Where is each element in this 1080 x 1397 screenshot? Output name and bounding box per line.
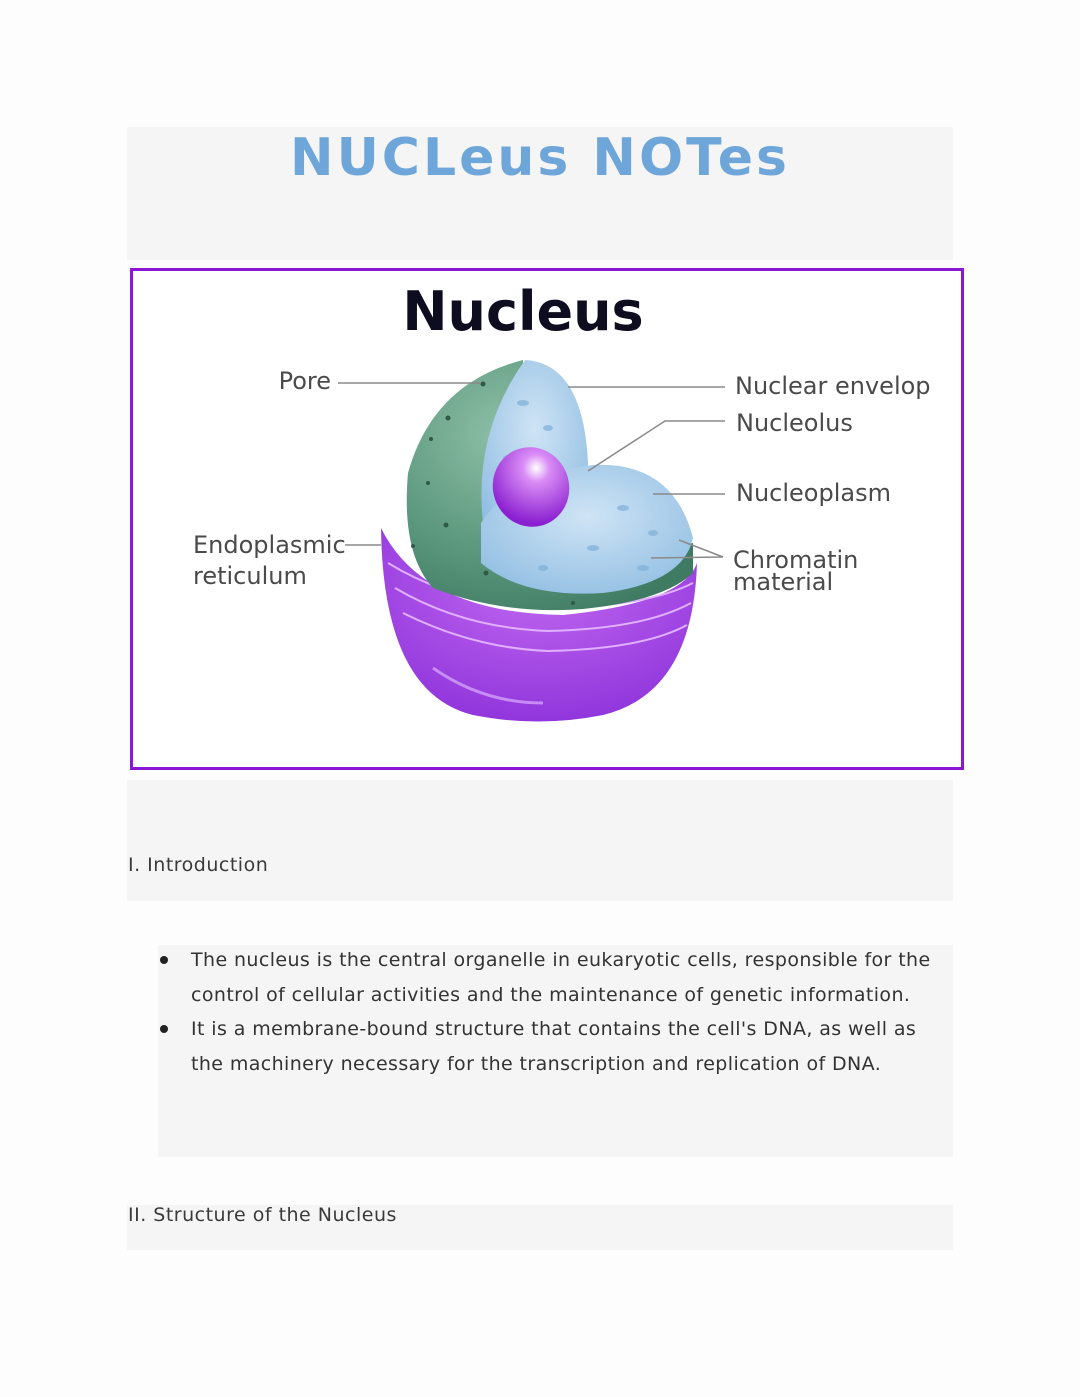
label-nuclear-envelope: Nuclear envelop (735, 372, 931, 400)
intro-bullet-list (158, 943, 948, 1081)
list-item: The nucleus is the central organelle in eukaryotic cells, responsible for the control of cellular activities and the maintenance of genetic information. (158, 943, 948, 1012)
nucleus-diagram (130, 268, 964, 770)
intro-heading-block (127, 780, 953, 901)
label-er-1: Endoplasmic (193, 531, 346, 559)
bullet-icon (160, 1025, 168, 1033)
list-item: It is a membrane-bound structure that contains the cell's DNA, as well as the machinery necessary for the transcription and replication of DNA. (158, 1012, 948, 1081)
label-er-2: reticulum (193, 562, 307, 590)
label-pore: Pore (278, 367, 331, 395)
page-title: NUCLeus NOTes (290, 128, 790, 188)
diagram-title: Nucleus (402, 280, 644, 343)
label-chromatin-1: Chromatin (733, 546, 859, 574)
label-nucleoplasm: Nucleoplasm (736, 479, 891, 507)
section-heading-introduction: I. Introduction (128, 854, 269, 876)
label-chromatin-2: material (733, 568, 834, 596)
bullet-icon (160, 956, 168, 964)
label-nucleolus: Nucleolus (736, 409, 853, 437)
section-heading-structure: II. Structure of the Nucleus (128, 1204, 397, 1226)
